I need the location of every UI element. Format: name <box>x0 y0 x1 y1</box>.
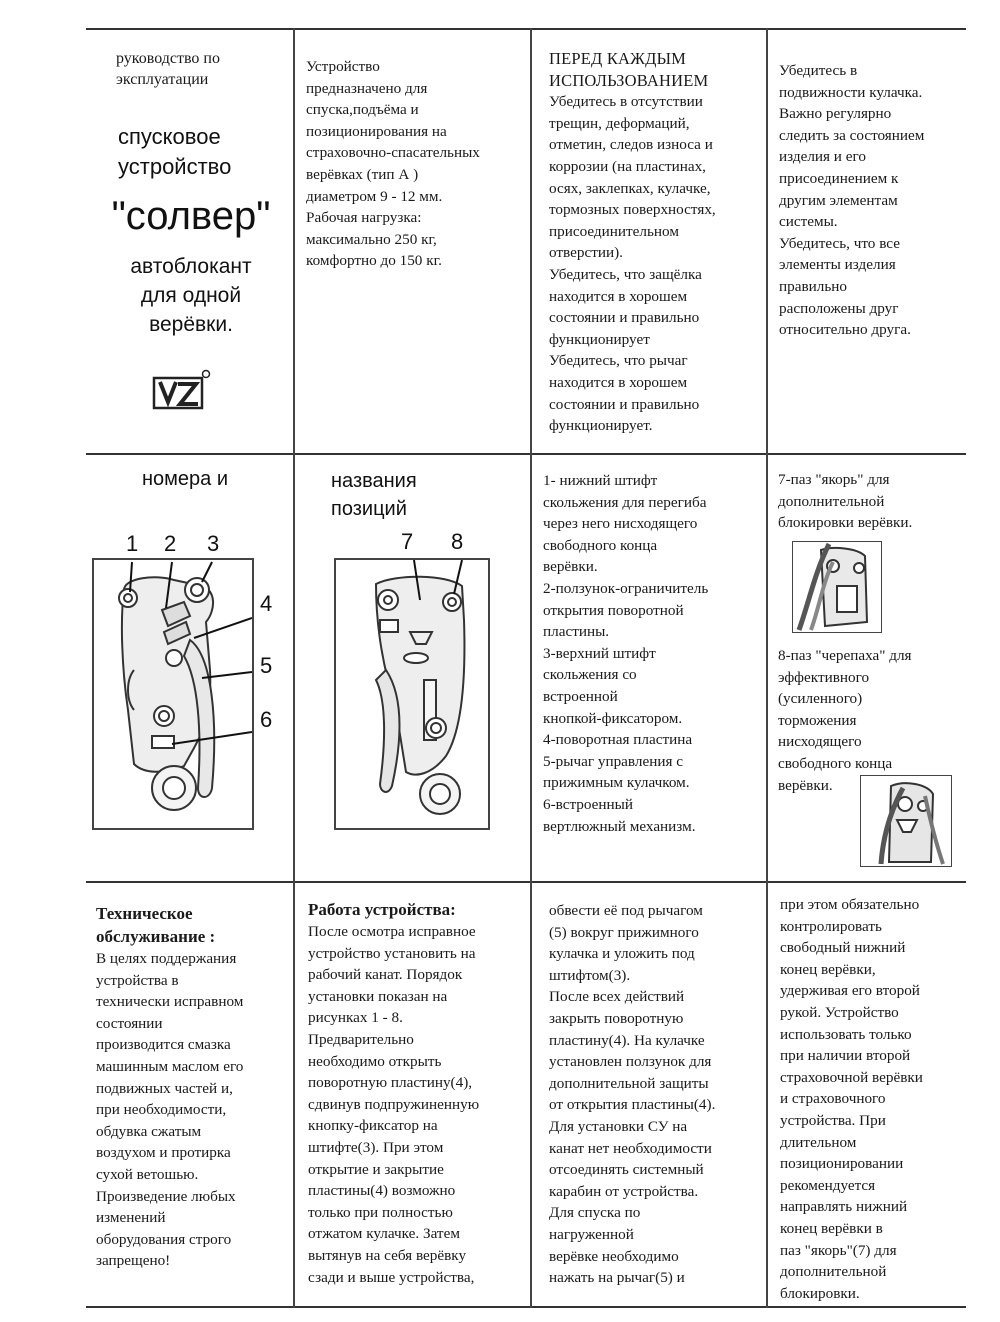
positions-heading: названия позиций <box>331 470 417 520</box>
callout-label-2: 2 <box>164 531 177 556</box>
device-diagram-front <box>92 558 254 830</box>
vz-logo-icon <box>152 368 212 414</box>
row1-col3-checks <box>549 48 765 437</box>
row3-col4-operation-end <box>780 894 966 1304</box>
operation-heading: Работа устройства: <box>308 900 456 919</box>
numbers-heading: номера и <box>142 468 229 490</box>
row2-divider <box>86 881 966 883</box>
descender-back-illustration <box>336 560 488 828</box>
device-diagram-back <box>334 558 490 830</box>
column-divider-2 <box>530 28 532 1308</box>
callout-label-3: 3 <box>207 531 220 556</box>
turtle-groove-illustration <box>861 776 950 865</box>
anchor-groove-text: 7-паз "якорь" для дополнительной блокировки верёвки. <box>778 471 913 532</box>
operation-text-final: при этом обязательно контролировать свободный нижний конец верёвки, удерживая его второй рукой. Устройство использовать только при наличии второй страховочной верёвки и страховочного устройства. При длительном позиционировании рекомендуется направлять нижний конец верёвки в паз "якорь"(7) для дополнительной блокировки. <box>780 896 923 1302</box>
parts-list-text: 1- нижний штифт скольжения для перегиба через него нисходящего свободного конца верёвки. 2-ползунок-ограничитель открытия поворотной пластины. 3-верхний штифт скольжения со встроенной кнопкой-фиксатором. 4-поворотная пластина 5-рычаг управления с прижимным кулачком. 6-встроенный вертлюжный механизм. <box>543 472 709 835</box>
before-use-text: Убедитесь в отсутствии трещин, деформаций, отметин, следов износа и коррозии (на пластинах, осях, заклепках, кулачке, тормозных поверхностях, присоединительном отверстии). Убедитесь, что защёлка находится в хорошем состоянии и правильно функционирует Убедитесь, что рычаг находится в хорошем состоянии и правильно функционирует. <box>549 93 716 435</box>
callout-label-8: 8 <box>451 529 464 554</box>
row2-col2-diagram <box>295 455 530 879</box>
anchor-groove-photo <box>792 541 882 633</box>
manual-label: руководство по эксплуатации <box>116 50 220 88</box>
callout-label-1: 1 <box>126 531 139 556</box>
operation-text: После осмотра исправное устройство установить на рабочий канат. Порядок установки показан на рисунках 1 - 8. Предварительно необходимо открыть поворотную пластину(4), сдвинув подпружиненную кнопку-фиксатор на штифте(3). При этом открытие и закрытие пластины(4) возможно только при полностью отжатом кулачке. Затем вытянув на себя верёвку сзади и выше устройства, <box>308 923 480 1286</box>
row2-col1-diagram <box>86 455 293 879</box>
callout-label-4: 4 <box>260 591 273 616</box>
row1-col2-purpose <box>306 56 528 272</box>
callout-label-5: 5 <box>260 653 273 678</box>
purpose-text: Устройство предназначено для спуска,подъёма и позиционирования на страховочно-спасательных верёвках (тип А ) диаметром 9 - 12 мм. Рабочая нагрузка: максимально 250 кг, комфортно до 150 кг. <box>306 58 480 270</box>
table-top-rule <box>86 28 966 30</box>
device-subtitle: автоблокант для одной верёвки. <box>130 255 252 336</box>
operation-text-continued: обвести её под рычагом (5) вокруг прижимного кулачка и уложить под штифтом(3). После всех действий закрыть поворотную пластину(4). На кулачке установлен ползунок для дополнительной защиты от открытия пластины(4). Для установки СУ на канат нет необходимости отсоединять системный карабин от устройства. Для спуска по нагруженной верёвке необходимо нажать на рычаг(5) и <box>549 902 716 1287</box>
anchor-groove-illustration <box>793 542 880 631</box>
callout-label-6: 6 <box>260 707 273 732</box>
row3-col3-operation-cont <box>549 900 765 1289</box>
cam-check-text: Убедитесь в подвижности кулачка. Важно регулярно следить за состоянием изделия и его присоединением к другим элементам системы. Убедитесь, что все элементы изделия правильно расположены друг относительно друга. <box>779 62 925 339</box>
table-bottom-rule <box>86 1306 966 1308</box>
row1-col1-title-block <box>96 46 286 446</box>
turtle-groove-photo <box>860 775 952 867</box>
row1-col4-checks <box>779 60 965 341</box>
vz-logo <box>152 368 212 414</box>
row2-col3-parts-list <box>543 470 765 837</box>
descender-front-illustration <box>94 560 252 828</box>
turtle-groove-text: 8-паз "черепаха" для эффективного (усиленного) торможения нисходящего свободного конца верёвки. <box>778 647 912 794</box>
row2-col4-grooves <box>768 455 966 879</box>
maintenance-text: В целях поддержания устройства в технически исправном состоянии производится смазка машинным маслом его подвижных частей и, при необходимости, обдувка сжатым воздухом и протирка сухой ветошью. Произведение любых изменений оборудования строго запрещено! <box>96 950 244 1270</box>
row3-col1-maintenance <box>96 902 290 1272</box>
row3-col2-operation <box>308 898 530 1288</box>
callout-label-7: 7 <box>401 529 414 554</box>
before-use-heading: ПЕРЕД КАЖДЫМ ИСПОЛЬЗОВАНИЕМ <box>549 49 709 90</box>
device-name: "солвер" <box>111 194 271 238</box>
device-type: спусковое устройство <box>118 124 232 179</box>
maintenance-heading: Техническое обслуживание : <box>96 904 216 946</box>
